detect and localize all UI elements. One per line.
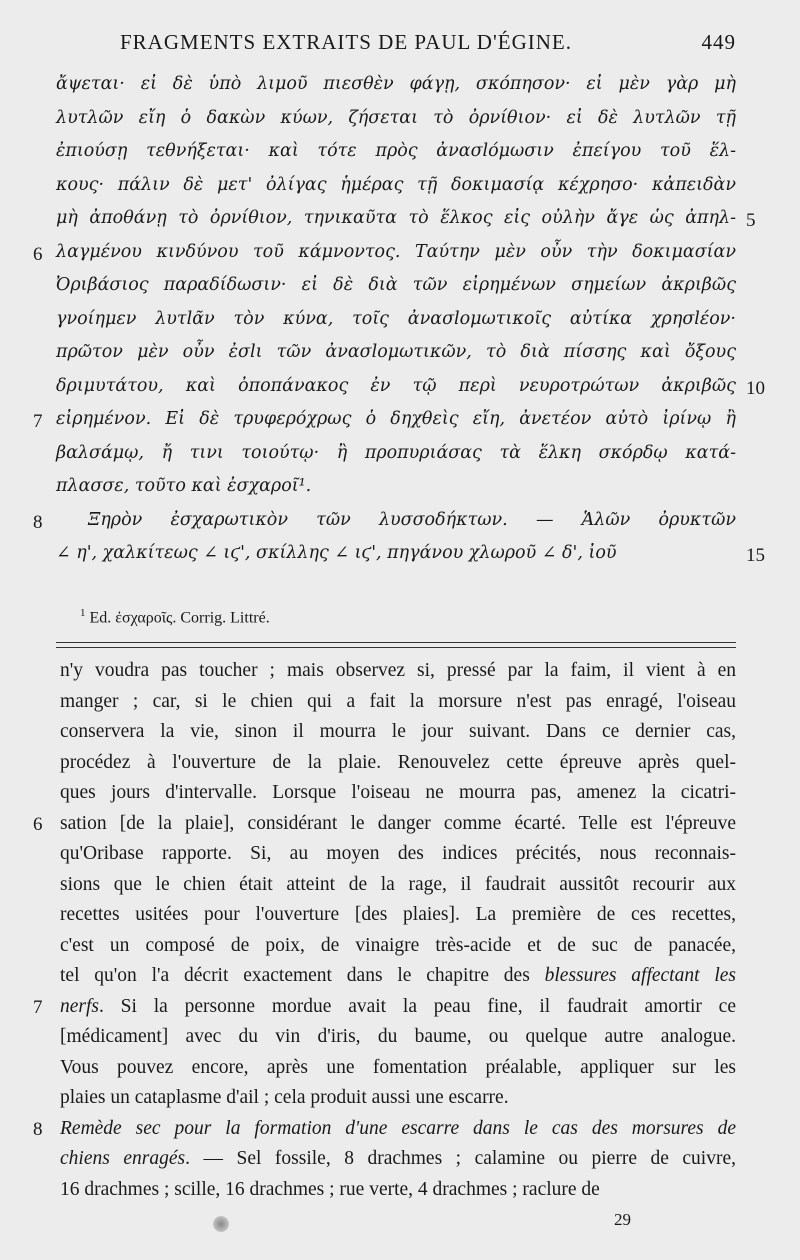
section-number: 7 bbox=[33, 411, 43, 432]
running-header bbox=[60, 30, 736, 60]
french-line: conservera la vie, sinon il mourra le jour suivant. Dans ce dernier cas, bbox=[60, 721, 736, 742]
french-line: qu'Oribase rapporte. Si, au moyen des indices précités, nous reconnais- bbox=[60, 843, 736, 864]
double-rule-bottom bbox=[56, 647, 736, 648]
greek-line: γνοίημεν λυτlᾶν τὸν κύνα, τοῖς ἀνασlομωτικοῖς αὐτίκα χρησlέον· bbox=[56, 308, 736, 329]
french-line: ques jours d'intervalle. Lorsque l'oiseau ne mourra pas, amenez la cicatri- bbox=[60, 782, 736, 803]
greek-line: πρῶτον μὲν οὖν ἐσlι τῶν ἀνασlομωτικῶν, τὸ διὰ πίσσης καὶ ὄξους bbox=[56, 342, 736, 362]
french-line: sation [de la plaie], considérant le danger comme écarté. Telle est l'épreuve bbox=[60, 812, 736, 834]
greek-line: εἰρημένον. Εἰ δὲ τρυφερόχρως ὁ δηχθεὶς εἴη, ἀνετέον αὐτὸ ἰρίνῳ ἢ bbox=[56, 409, 736, 429]
french-line: manger ; car, si le chien qui a fait la morsure n'est pas enragé, l'oiseau bbox=[60, 690, 736, 712]
french-line: nerfs. Si la personne mordue avait la peau fine, il faudrait amortir ce bbox=[60, 995, 736, 1017]
french-line: chiens enragés. — Sel fossile, 8 drachmes ; calamine ou pierre de cuivre, bbox=[60, 1148, 736, 1169]
french-line: 16 drachmes ; scille, 16 drachmes ; rue verte, 4 drachmes ; raclure de bbox=[60, 1178, 600, 1200]
greek-line: δριμυτάτου, καὶ ὀποπάνακος ἐν τῷ περὶ νευροτρώτων ἀκριβῶς bbox=[56, 375, 736, 396]
french-line: sions que le chien était atteint de la rage, il faudrait aussitôt recourir aux bbox=[60, 873, 736, 895]
greek-line: ἄψεται· εἰ δὲ ὑπὸ λιμοῦ πιεσθὲν φάγῃ, σκόπησον· εἰ μὲν γὰρ μὴ bbox=[56, 74, 736, 94]
line-number: 15 bbox=[746, 545, 765, 566]
double-rule-top bbox=[56, 642, 736, 643]
french-line: n'y voudra pas toucher ; mais observez si, pressé par la faim, il vient à en bbox=[60, 660, 736, 681]
greek-line: κους· πάλιν δὲ μετ' ὀλίγας ἡμέρας τῇ δοκιμασίᾳ κέχρησο· κἀπειδὰν bbox=[56, 174, 736, 195]
french-line: tel qu'on l'a décrit exactement dans le chapitre des blessures affectant les bbox=[60, 965, 736, 986]
greek-line: λαγμένου κινδύνου τοῦ κάμνοντος. Ταύτην μὲν οὖν τὴν δοκιμασίαν bbox=[56, 241, 736, 262]
french-line: [médicament] avec du vin d'iris, du baume, ou quelque autre analogue. bbox=[60, 1026, 736, 1047]
footnote-marker: 1 bbox=[80, 607, 86, 619]
line-number: 5 bbox=[746, 210, 756, 231]
section-number: 6 bbox=[33, 243, 43, 265]
greek-line: ἐπιούσῃ τεθνήξεται· καὶ τότε πρὸς ἀνασlόμωσιν ἐπείγου τοῦ ἕλ- bbox=[56, 141, 736, 161]
greek-line: πλασσε, τοῦτο καὶ ἐσχαροῖ¹. bbox=[56, 476, 312, 496]
french-line: Vous pouvez encore, après une fomentation préalable, appliquer sur les bbox=[60, 1056, 736, 1078]
greek-line: βαλσάμῳ, ἤ τινι τοιούτῳ· ἢ προπυριάσας τὰ ἕλκη σκόρδῳ κατά- bbox=[56, 442, 736, 463]
french-line: recettes usitées pour l'ouverture [des plaies]. La première de ces recettes, bbox=[60, 904, 736, 925]
french-line: procédez à l'ouverture de la plaie. Renouvelez cette épreuve après quel- bbox=[60, 751, 736, 773]
signature-mark: 29 bbox=[614, 1210, 631, 1229]
french-line: c'est un composé de poix, de vinaigre très-acide et de suc de panacée, bbox=[60, 934, 736, 956]
ink-spot bbox=[213, 1216, 229, 1232]
page-number: 449 bbox=[701, 30, 736, 54]
greek-line: Ξηρὸν ἐσχαρωτικὸν τῶν λυσσοδήκτων. — Ἁλῶν ὀρυκτῶν bbox=[88, 509, 736, 530]
section-number: 8 bbox=[33, 511, 43, 533]
section-number: 7 bbox=[33, 996, 43, 1018]
footnote-text: Ed. ἐσχαροῖς. Corrig. Littré. bbox=[89, 609, 270, 627]
greek-line: λυτλῶν εἴη ὁ δακὼν κύων, ζήσεται τὸ ὀρνίθιον· εἰ δὲ λυτλῶν τῇ bbox=[56, 107, 736, 128]
footnote bbox=[80, 607, 680, 627]
greek-line: ∠ η', χαλκίτεως ∠ ιϛ', σκίλλης ∠ ιϛ', πηγάνου χλωροῦ ∠ δ', ἰοῦ bbox=[56, 543, 617, 563]
section-number: 8 bbox=[33, 1118, 43, 1140]
french-line: plaies un cataplasme d'ail ; cela produit aussi une escarre. bbox=[60, 1087, 509, 1108]
line-number: 10 bbox=[746, 377, 765, 399]
section-number: 6 bbox=[33, 813, 43, 835]
header-title: FRAGMENTS EXTRAITS DE PAUL D'ÉGINE. bbox=[120, 30, 572, 54]
french-line: Remède sec pour la formation d'une escarre dans le cas des morsures de bbox=[60, 1117, 736, 1139]
greek-line: Ὀριβάσιος παραδίδωσιν· εἰ δὲ διὰ τῶν εἰρημένων σημείων ἀκριβῶς bbox=[56, 275, 736, 295]
greek-line: μὴ ἀποθάνῃ τὸ ὀρνίθιον, τηνικαῦτα τὸ ἕλκος εἰς οὐλὴν ἄγε ὡς ἀπηλ- bbox=[56, 208, 736, 228]
